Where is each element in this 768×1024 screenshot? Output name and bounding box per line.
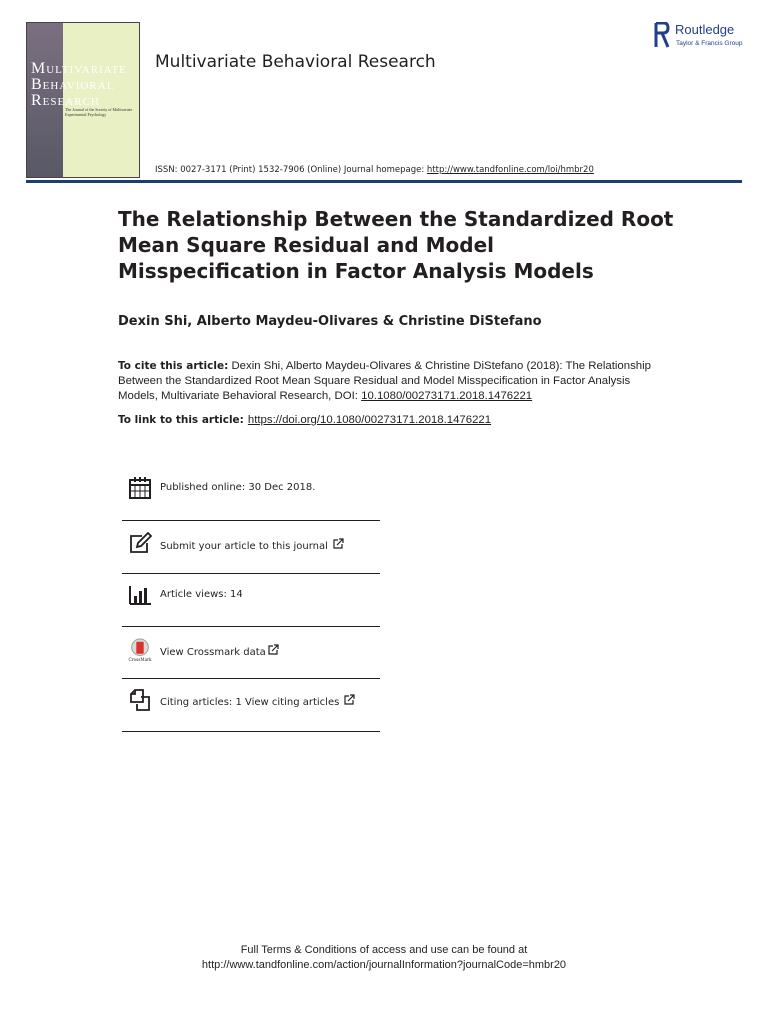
edit-pencil-icon	[128, 532, 152, 556]
calendar-icon	[128, 476, 152, 500]
article-link-line	[118, 414, 491, 426]
cover-title-line-3: RESEARCH	[31, 92, 100, 109]
article-views-item	[122, 571, 380, 621]
journal-cover-image	[26, 22, 140, 178]
item-divider	[122, 731, 380, 732]
crossmark-link[interactable]: View Crossmark data	[160, 644, 279, 658]
citation-block	[118, 359, 663, 404]
routledge-logo-icon	[654, 22, 670, 48]
cover-title-line-2: BEHAVIORAL	[31, 76, 115, 93]
crossmark-icon	[128, 638, 152, 662]
bar-chart-icon	[128, 583, 152, 607]
cite-text: Dexin Shi, Alberto Maydeu-Olivares & Christine DiStefano (2018): The Relationship Between the Standardized Root Mean Square Residual and Model Misspecification in Factor Analysis Models, Multivariate Behavioral Research, DOI:	[118, 360, 651, 402]
published-online-item	[122, 464, 380, 514]
article-authors: Dexin Shi, Alberto Maydeu-Olivares & Christine DiStefano	[118, 314, 542, 329]
crossmark-logo-text: CrossMark	[128, 657, 152, 662]
citing-articles-item[interactable]	[122, 676, 380, 726]
publisher-subtitle: Taylor & Francis Group	[676, 40, 743, 47]
cite-label: To cite this article:	[118, 360, 229, 372]
cover-subtitle: The Journal of the Society of Multivariate Experimental Psychology	[65, 107, 133, 117]
crossmark-item[interactable]	[122, 626, 380, 676]
footer-terms-link[interactable]: http://www.tandfonline.com/action/journalInformation?journalCode=hmbr20	[201, 959, 567, 971]
cover-title-line-1: MULTIVARIATE	[31, 60, 127, 77]
citing-articles-icon	[128, 688, 152, 712]
issn-line: ISSN: 0027-3171 (Print) 1532-7906 (Online) Journal homepage: http://www.tandfonline.com/loi/hmbr20	[155, 165, 594, 175]
terms-footer	[0, 943, 768, 973]
submit-article-link[interactable]: Submit your article to this journal	[160, 538, 344, 552]
external-link-icon	[268, 644, 279, 655]
article-doi-link[interactable]: https://doi.org/10.1080/00273171.2018.1476221	[247, 414, 492, 426]
journal-homepage-link[interactable]: http://www.tandfonline.com/loi/hmbr20	[426, 165, 594, 175]
cite-doi-link[interactable]: 10.1080/00273171.2018.1476221	[361, 390, 533, 402]
citing-articles-link[interactable]: Citing articles: 1 View citing articles	[160, 694, 355, 708]
footer-line-1: Full Terms & Conditions of access and use can be found at	[240, 944, 528, 956]
published-online-label: Published online: 30 Dec 2018.	[160, 482, 316, 493]
header-divider	[26, 180, 742, 183]
publisher-name: Routledge	[675, 22, 735, 37]
article-title: The Relationship Between the Standardized Root Mean Square Residual and Model Misspecification in Factor Analysis Models	[118, 207, 674, 283]
article-views-label: Article views: 14	[160, 589, 243, 600]
link-label: To link to this article:	[118, 414, 244, 426]
journal-title: Multivariate Behavioral Research	[155, 52, 436, 72]
submit-article-item[interactable]	[122, 520, 380, 570]
external-link-icon	[333, 538, 344, 549]
external-link-icon	[344, 694, 355, 705]
